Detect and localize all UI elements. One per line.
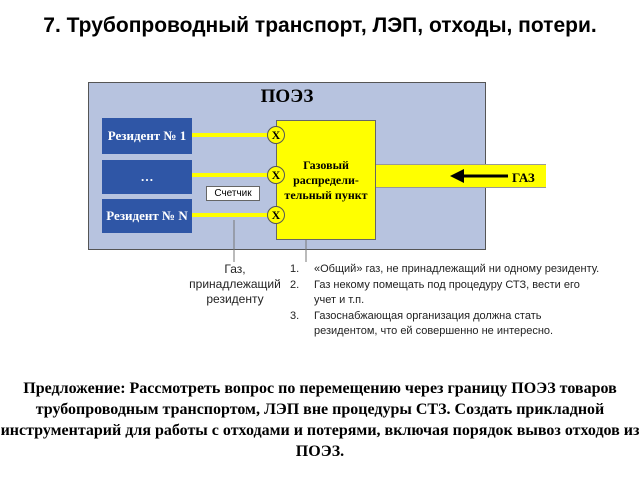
resident-middle-label: … bbox=[140, 169, 154, 184]
note-number: 2. bbox=[290, 279, 300, 291]
gas-distribution-label: Газовый распредели-тельный пункт bbox=[284, 157, 368, 202]
note-item bbox=[290, 278, 600, 308]
note-number: 1. bbox=[290, 263, 300, 275]
resident-n-label: Резидент № N bbox=[106, 208, 188, 223]
note-text: Газоснабжающая организация должна стать резидентом, что ей совершенно не интересно. bbox=[314, 310, 554, 337]
note-number: 3. bbox=[290, 310, 300, 322]
note-item bbox=[290, 262, 600, 277]
resident-gas-note: Газ, принадлежащий резиденту bbox=[189, 262, 281, 306]
counter-label: Счетчик bbox=[206, 186, 260, 201]
zone-title: ПОЭЗ bbox=[260, 86, 314, 107]
proposal-text: Предложение: Рассмотреть вопрос по перемещению через границу ПОЭЗ товаров трубопроводным транспортом, ЛЭП вне процедуры СТЗ. Создать прикладной инструментарий для работы с отходами и потерями, включая порядок вывоз отходов из ПОЭЗ. bbox=[0, 380, 640, 460]
note-text: Газ некому помещать под процедуру СТЗ, вести его учет и т.п. bbox=[314, 279, 580, 306]
valve-icon: X bbox=[267, 166, 285, 184]
valve-icon: X bbox=[267, 206, 285, 224]
gas-input-label: ГАЗ bbox=[512, 170, 535, 185]
note-text: «Общий» газ, не принадлежащий ни одному резиденту. bbox=[314, 263, 600, 275]
note-item bbox=[290, 309, 600, 339]
slide-title: 7. Трубопроводный транспорт, ЛЭП, отходы, потери. bbox=[43, 14, 597, 37]
valve-icon: X bbox=[267, 126, 285, 144]
resident-1-label: Резидент № 1 bbox=[107, 128, 187, 143]
notes-list bbox=[290, 262, 600, 340]
